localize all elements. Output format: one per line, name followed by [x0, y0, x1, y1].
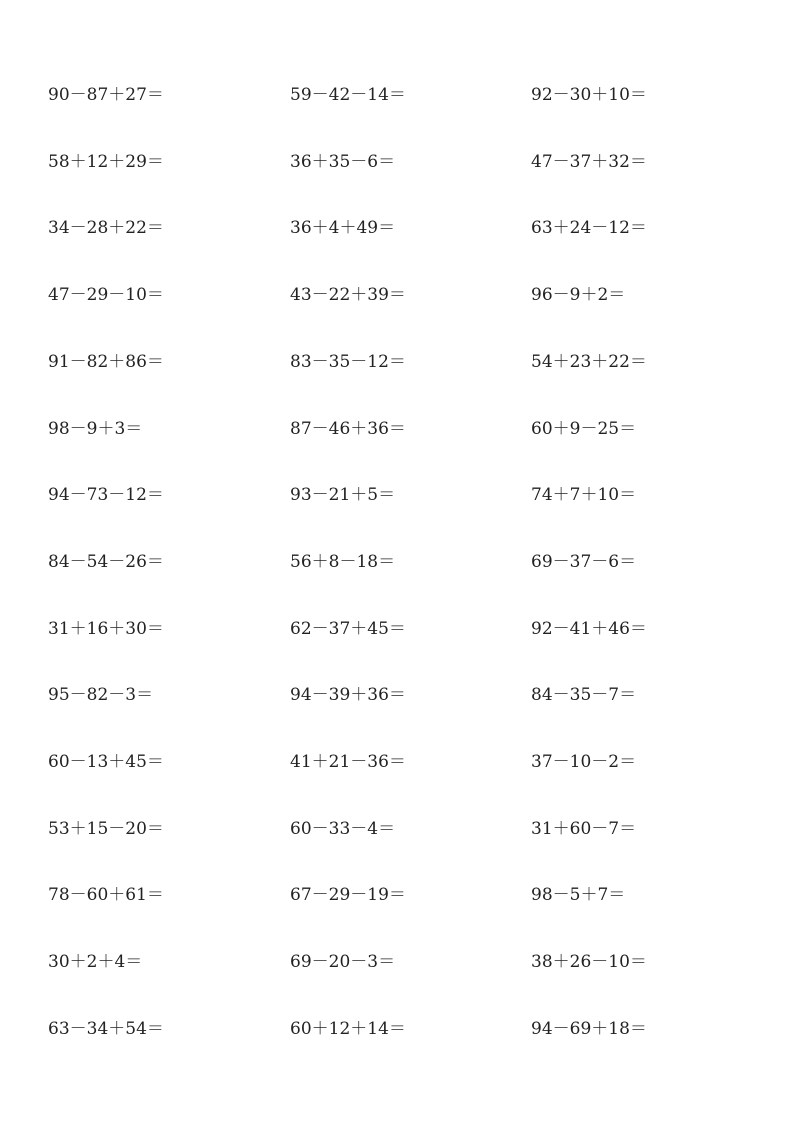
math-problem: 60－33－4＝ — [290, 819, 396, 839]
math-problem: 41＋21－36＝ — [290, 752, 406, 772]
math-problem: 47－29－10＝ — [48, 285, 164, 305]
math-problem: 37－10－2＝ — [531, 752, 637, 772]
math-problem: 87－46＋36＝ — [290, 419, 406, 439]
math-problem: 38＋26－10＝ — [531, 952, 647, 972]
math-problem: 43－22＋39＝ — [290, 285, 406, 305]
math-problem: 78－60＋61＝ — [48, 885, 164, 905]
math-problem: 98－9＋3＝ — [48, 419, 143, 439]
math-problem: 56＋8－18＝ — [290, 552, 396, 572]
math-problem: 95－82－3＝ — [48, 685, 154, 705]
math-problem: 31＋16＋30＝ — [48, 619, 164, 639]
math-problem: 98－5＋7＝ — [531, 885, 626, 905]
math-problem: 54＋23＋22＝ — [531, 352, 647, 372]
math-problem: 58＋12＋29＝ — [48, 152, 164, 172]
math-problem: 31＋60－7＝ — [531, 819, 637, 839]
math-problem: 60－13＋45＝ — [48, 752, 164, 772]
math-problem: 96－9＋2＝ — [531, 285, 626, 305]
math-problem: 59－42－14＝ — [290, 85, 406, 105]
math-problem: 47－37＋32＝ — [531, 152, 647, 172]
math-problem: 92－30＋10＝ — [531, 85, 647, 105]
math-problem: 83－35－12＝ — [290, 352, 406, 372]
math-problem: 67－29－19＝ — [290, 885, 406, 905]
math-problem: 90－87＋27＝ — [48, 85, 164, 105]
math-problem: 74＋7＋10＝ — [531, 485, 637, 505]
math-problem: 60＋9－25＝ — [531, 419, 637, 439]
math-problem: 36＋4＋49＝ — [290, 218, 396, 238]
math-problem: 91－82＋86＝ — [48, 352, 164, 372]
math-problem: 34－28＋22＝ — [48, 218, 164, 238]
math-problem: 94－39＋36＝ — [290, 685, 406, 705]
math-problem: 53＋15－20＝ — [48, 819, 164, 839]
math-problem: 60＋12＋14＝ — [290, 1019, 406, 1039]
math-problem: 36＋35－6＝ — [290, 152, 396, 172]
math-problem: 84－54－26＝ — [48, 552, 164, 572]
math-problem: 94－73－12＝ — [48, 485, 164, 505]
math-problem: 63－34＋54＝ — [48, 1019, 164, 1039]
math-problem: 84－35－7＝ — [531, 685, 637, 705]
math-problem: 62－37＋45＝ — [290, 619, 406, 639]
math-problem: 69－37－6＝ — [531, 552, 637, 572]
math-problem: 69－20－3＝ — [290, 952, 396, 972]
math-problem: 92－41＋46＝ — [531, 619, 647, 639]
math-problem: 63＋24－12＝ — [531, 218, 647, 238]
math-problem: 93－21＋5＝ — [290, 485, 396, 505]
math-problem: 30＋2＋4＝ — [48, 952, 143, 972]
math-problem: 94－69＋18＝ — [531, 1019, 647, 1039]
